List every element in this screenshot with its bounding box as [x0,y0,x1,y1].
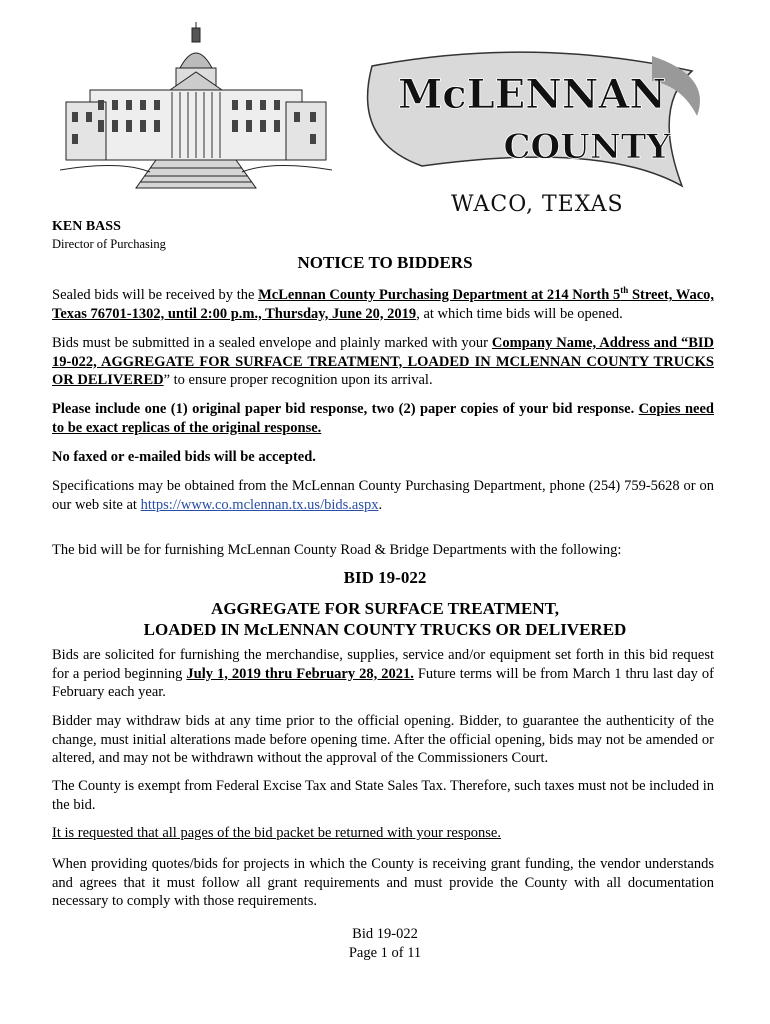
paragraph-specifications [52,477,714,514]
bid-title-line2: LOADED IN McLENNAN COUNTY TRUCKS OR DELIVERED [143,620,627,639]
paragraph-period [52,646,714,702]
mclennan-county-logo [352,46,712,196]
logo-text-line1: McLENNAN [398,71,666,118]
p5-text-c: . [378,496,383,513]
director-block [52,218,166,252]
footer-page-number: Page 1 of 11 [348,944,422,961]
logo-text-line2: COUNTY [503,127,671,167]
p1-text-a: Sealed bids will be received by the [52,287,259,303]
director-title: Director of Purchasing [52,237,166,251]
city-label: WACO, TEXAS [451,192,624,217]
paragraph-furnishing: The bid will be for furnishing McLennan County Road & Bridge Departments with the following: [52,542,622,558]
p1-sup: th [620,285,629,296]
p7-text-c: Future terms will be from March 1 thru last day of February each year. [52,665,714,700]
paragraph-no-fax: No faxed or e-mailed bids will be accepted. [52,449,316,465]
courthouse-illustration [60,20,332,190]
paragraph-submission [52,334,714,390]
p2-text-a: Bids must be submitted in a sealed envelope and plainly marked with your [52,335,492,351]
bid-title [0,598,770,640]
paragraph-tax-exempt: The County is exempt from Federal Excise Tax and State Sales Tax. Therefore, such taxes must not be included in the bid. [52,778,714,813]
p1-text-d: , at which time bids will be opened. [416,305,623,322]
p3-text-b: Copies need to be exact replicas of the original response. [52,401,714,436]
bid-title-line1: AGGREGATE FOR SURFACE TREATMENT, [211,599,559,618]
paragraph-withdraw: Bidder may withdraw bids at any time prior to the official opening. Bidder, to guarantee the authenticity of the change, must initial alterations made before opening time. After the official opening, bids may not be amended or altered, and may not be withdrawn without the approval of the Commissioners Court. [52,713,714,766]
bid-number: BID 19-022 [343,568,427,587]
p7-text-a: Bids are solicited for furnishing the merchandise, supplies, service and/or equipment set forth in this bid request for a period beginning [52,647,714,682]
page-footer [0,925,770,962]
p2-text-c: ” to ensure proper recognition upon its arrival. [163,372,433,388]
p1-text-b: McLennan County Purchasing Department at 214 North 5 [258,287,621,303]
paragraph-grant: When providing quotes/bids for projects in which the County is receiving grant funding, the vendor understands and agrees that it must follow all grant requirements and must provide the County with all documentation necessary to comply with those requirements. [52,856,714,909]
footer-bid-number: Bid 19-022 [352,926,418,942]
paragraph-return-pages: It is requested that all pages of the bid packet be returned with your response. [52,825,501,841]
paragraph-sealed-bids [52,286,714,323]
paragraph-copies [52,400,714,437]
p7-dates: July 1, 2019 thru February 28, 2021. [186,665,414,682]
p5-text-a: Specifications may be obtained from the McLennan County Purchasing Department, phone (254) 759-5628 or on our web site at [52,478,714,513]
notice-title: NOTICE TO BIDDERS [297,253,473,272]
p2-marking: Company Name, Address and “BID 19-022, AGGREGATE FOR SURFACE TREATMENT, LOADED IN MCLENNAN COUNTY TRUCKS OR DELIVERED [52,335,714,388]
bids-website-link[interactable]: https://www.co.mclennan.tx.us/bids.aspx [140,496,379,513]
director-name: KEN BASS [52,219,121,234]
p1-text-c: Street, Waco, Texas 76701-1302, until 2:00 p.m., Thursday, June 20, 2019 [52,287,714,322]
p3-text-a: Please include one (1) original paper bid response, two (2) paper copies of your bid response. [52,401,639,417]
